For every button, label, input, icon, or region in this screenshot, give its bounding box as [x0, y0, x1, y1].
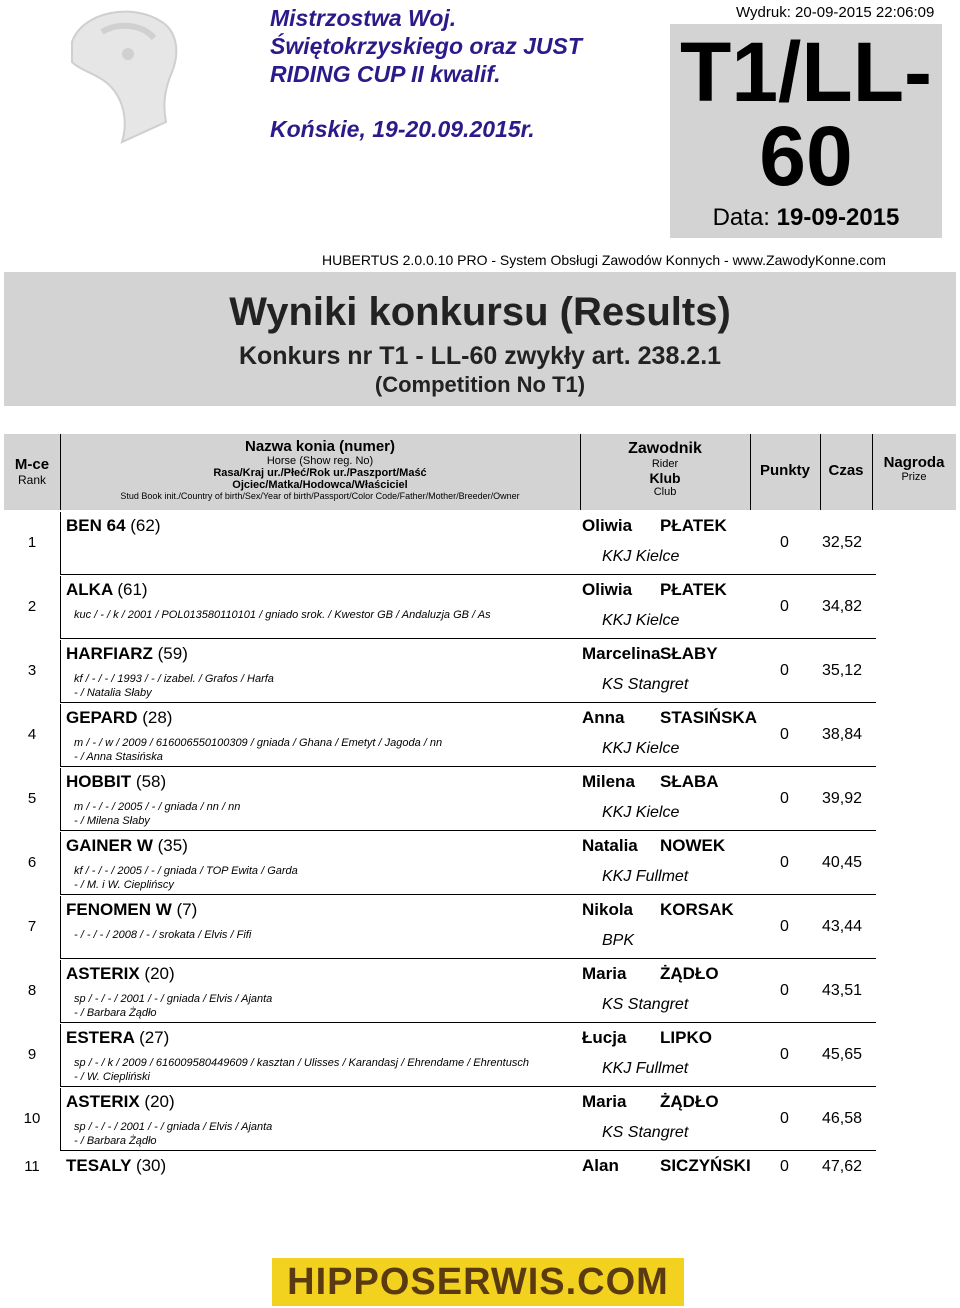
row-rank: 1: [27, 534, 37, 551]
header-horse: Nazwa konia (numer) Horse (Show reg. No) Rasa/Kraj ur./Płeć/Rok ur./Paszport/Maść Ojciec/Matka/Hodowca/Właściciel Stud Book init./Country of birth/Sex/Year of birth/Passport/Color Code/Father/Mother/Breeder/Owner: [120, 438, 520, 501]
row-rank: 6: [27, 854, 37, 871]
horse-number: (35): [157, 836, 188, 855]
results-subtitle: Konkurs nr T1 - LL-60 zwykły art. 238.2.1: [238, 342, 722, 370]
horse-name: ESTERA: [66, 1028, 135, 1047]
horse-name: GAINER W: [66, 836, 153, 855]
row-club: KKJ Kielce: [602, 612, 680, 629]
header-prize: Nagroda Prize: [883, 454, 945, 483]
row-points: 0: [780, 598, 789, 615]
row-divider: [60, 638, 876, 639]
row-rider-last-name: STASIŃSKA: [660, 708, 757, 727]
row-points: 0: [780, 534, 789, 551]
row-horse-owner: - / Barbara Żądło: [74, 1135, 157, 1147]
row-points: 0: [780, 854, 789, 871]
row-rider-last-name: ŻĄDŁO: [660, 1092, 719, 1111]
horse-number: (61): [117, 580, 148, 599]
event-title: Mistrzostwa Woj. Świętokrzyskiego oraz JUST RIDING CUP II kwalif.: [270, 5, 582, 87]
row-horse: [66, 836, 188, 856]
horse-number: (30): [135, 1156, 167, 1175]
row-horse: [66, 1156, 166, 1176]
row-horse-owner: - / Milena Słaby: [74, 815, 150, 827]
sponsor-banner: [272, 1258, 684, 1306]
row-divider: [60, 574, 876, 575]
row-left-border: [60, 1088, 61, 1150]
row-horse-info: sp / - / - / 2001 / - / gniada / Elvis / Ajanta: [74, 993, 273, 1005]
row-horse: [66, 772, 166, 792]
row-horse: [66, 644, 188, 664]
row-club: BPK: [602, 932, 635, 949]
row-rank: 2: [27, 598, 37, 615]
row-left-border: [60, 576, 61, 638]
row-club: KKJ Kielce: [602, 548, 680, 565]
row-rider-first-name: Oliwia: [582, 580, 633, 599]
row-points: 0: [780, 982, 789, 999]
row-horse: [66, 1028, 169, 1048]
row-points: 0: [780, 726, 789, 743]
row-horse: [66, 900, 197, 920]
row-horse-owner: - / M. i W. Cieplińscy: [74, 879, 174, 891]
horse-number: (58): [135, 772, 167, 791]
row-rank: 7: [27, 918, 37, 935]
row-points: 0: [780, 1110, 789, 1127]
horse-number: (28): [142, 708, 173, 727]
row-time: 45,65: [822, 1046, 863, 1063]
row-horse: [66, 964, 175, 984]
row-time: 38,84: [822, 726, 863, 743]
sponsor-logo-text: HIPPOSERWIS.COM: [287, 1261, 669, 1303]
row-divider: [60, 1150, 876, 1151]
row-divider: [60, 702, 876, 703]
row-horse-info: sp / - / - / 2001 / - / gniada / Elvis / Ajanta: [74, 1121, 273, 1133]
row-rider-last-name: PŁATEK: [660, 516, 727, 535]
header-time: Czas: [828, 462, 864, 479]
row-divider: [60, 1086, 876, 1087]
row-horse: [66, 516, 161, 536]
row-rider-last-name: PŁATEK: [660, 580, 727, 599]
competition-code: T1/LL-60: [680, 25, 932, 203]
header-rank: M-ce Rank: [14, 456, 50, 487]
row-horse-info: kf / - / - / 2005 / - / gniada / TOP Ewita / Garda: [74, 865, 298, 877]
horse-name: HOBBIT: [66, 772, 132, 791]
row-time: 43,51: [822, 982, 863, 999]
row-rider-first-name: Anna: [582, 708, 625, 727]
row-rank: 5: [27, 790, 37, 807]
row-rider-first-name: Łucja: [582, 1028, 627, 1047]
row-rank: 10: [23, 1110, 41, 1127]
row-rank: 9: [27, 1046, 37, 1063]
horse-name: ASTERIX: [66, 1092, 140, 1111]
row-rider-first-name: Maria: [582, 1092, 627, 1111]
row-divider: [60, 766, 876, 767]
row-rider-last-name: LIPKO: [660, 1028, 712, 1047]
row-horse-owner: - / W. Ciepliński: [74, 1071, 150, 1083]
row-divider: [60, 958, 876, 959]
horse-number: (20): [144, 964, 175, 983]
row-left-border: [60, 960, 61, 1022]
horse-name: FENOMEN W: [66, 900, 172, 919]
row-rank: 8: [27, 982, 37, 999]
row-horse: [66, 580, 148, 600]
row-horse-info: m / - / - / 2005 / - / gniada / nn / nn: [74, 801, 241, 813]
row-horse-owner: - / Natalia Słaby: [74, 687, 152, 699]
row-rider-first-name: Nikola: [582, 900, 634, 919]
row-rider-last-name: SICZYŃSKI: [660, 1156, 751, 1175]
event-place-date: Końskie, 19-20.09.2015r.: [270, 116, 535, 142]
row-rider-first-name: Milena: [582, 772, 635, 791]
horse-name: GEPARD: [66, 708, 138, 727]
row-rider-first-name: Oliwia: [582, 516, 633, 535]
row-time: 40,45: [822, 854, 863, 871]
row-points: 0: [780, 790, 789, 807]
horse-number: (27): [139, 1028, 170, 1047]
row-time: 39,92: [822, 790, 863, 807]
row-left-border: [60, 640, 61, 702]
row-horse-info: kf / - / - / 1993 / - / izabel. / Grafos / Harfa: [74, 673, 274, 685]
horse-number: (20): [144, 1092, 175, 1111]
software-credit: HUBERTUS 2.0.0.10 PRO - System Obsługi Zawodów Konnych - www.ZawodyKonne.com: [322, 252, 886, 268]
row-horse-owner: - / Barbara Żądło: [74, 1007, 157, 1019]
row-horse-owner: - / Anna Stasińska: [74, 751, 163, 763]
row-left-border: [60, 896, 61, 958]
results-title: Wyniki konkursu (Results): [229, 290, 731, 334]
row-horse-info: sp / - / k / 2009 / 616009580449609 / kasztan / Ulisses / Karandasj / Ehrendame / Ehrentusch: [74, 1057, 529, 1069]
row-rider-last-name: SŁABA: [660, 772, 719, 791]
horse-head-logo: [62, 2, 184, 152]
horse-name: TESALY: [66, 1156, 132, 1175]
row-rider-last-name: KORSAK: [660, 900, 734, 919]
results-banner: [4, 272, 956, 406]
row-left-border: [60, 1024, 61, 1086]
row-club: KS Stangret: [602, 996, 689, 1013]
row-points: 0: [780, 662, 789, 679]
row-club: KKJ Kielce: [602, 804, 680, 821]
header-points: Punkty: [759, 462, 810, 479]
row-time: 46,58: [822, 1110, 863, 1127]
row-rider-first-name: Marcelina: [582, 644, 661, 663]
horse-number: (7): [176, 900, 198, 919]
horse-number: (62): [130, 516, 161, 535]
row-club: KS Stangret: [602, 1124, 689, 1141]
table-header: [4, 434, 956, 510]
row-horse: [66, 1092, 175, 1112]
row-rider-last-name: NOWEK: [660, 836, 726, 855]
horse-name: HARFIARZ: [66, 644, 153, 663]
row-rank: 3: [27, 662, 37, 679]
row-time: 32,52: [822, 534, 863, 551]
row-club: KKJ Fullmet: [602, 1060, 689, 1077]
row-time: 43,44: [822, 918, 863, 935]
row-divider: [60, 1022, 876, 1023]
competition-code-box: [670, 24, 942, 238]
header-rider-club: Zawodnik Rider Klub Club: [628, 440, 702, 498]
row-divider: [60, 830, 876, 831]
row-left-border: [60, 704, 61, 766]
row-rank: 11: [24, 1158, 40, 1175]
horse-name: ASTERIX: [66, 964, 140, 983]
row-club: KKJ Fullmet: [602, 868, 689, 885]
row-club: KKJ Kielce: [602, 740, 680, 757]
row-horse-info: m / - / w / 2009 / 616006550100309 / gniada / Ghana / Emetyt / Jagoda / nn: [74, 737, 443, 749]
row-points: 0: [780, 1158, 789, 1175]
row-rider-first-name: Maria: [582, 964, 627, 983]
row-left-border: [60, 832, 61, 894]
row-rider-first-name: Natalia: [582, 836, 638, 855]
row-club: KS Stangret: [602, 676, 689, 693]
row-points: 0: [780, 918, 789, 935]
row-time: 34,82: [822, 598, 863, 615]
row-rider-first-name: Alan: [582, 1156, 619, 1175]
row-horse-info: - / - / - / 2008 / - / srokata / Elvis / Fifi: [74, 929, 252, 941]
horse-name: ALKA: [66, 580, 113, 599]
row-time: 35,12: [822, 662, 863, 679]
print-timestamp: Wydruk: 20-09-2015 22:06:09: [736, 4, 935, 21]
horse-number: (59): [157, 644, 188, 663]
row-time: 47,62: [822, 1158, 863, 1175]
row-points: 0: [780, 1046, 789, 1063]
results-subtitle-en: (Competition No T1): [374, 372, 586, 397]
row-left-border: [60, 768, 61, 830]
row-horse: [66, 708, 172, 728]
row-divider: [60, 894, 876, 895]
row-rider-last-name: ŻĄDŁO: [660, 964, 719, 983]
competition-date: Data: 19-09-2015: [712, 204, 900, 231]
horse-name: BEN 64: [66, 516, 126, 535]
row-horse-info: kuc / - / k / 2001 / POL013580110101 / gniado srok. / Kwestor GB / Andaluzja GB / As: [74, 609, 491, 621]
row-rank: 4: [27, 726, 37, 743]
row-rider-last-name: SŁABY: [660, 644, 718, 663]
row-left-border: [60, 512, 61, 574]
